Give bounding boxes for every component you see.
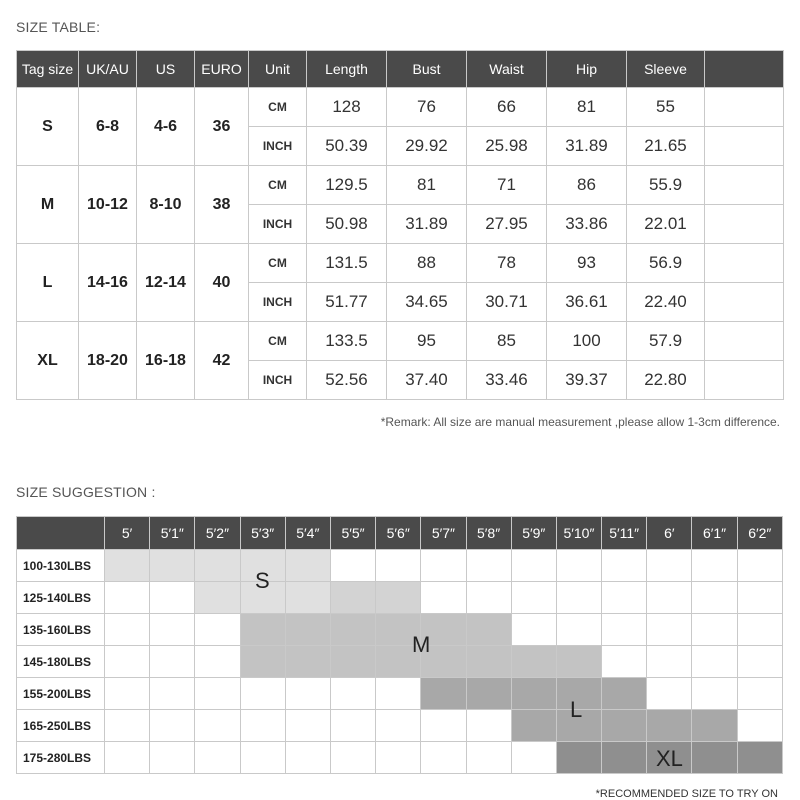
unit-cell: INCH <box>249 361 307 400</box>
col-header-us: US <box>137 51 195 88</box>
suggestion-cell <box>556 742 601 774</box>
suggestion-cell <box>647 550 692 582</box>
suggestion-cell <box>556 550 601 582</box>
tag-size-cell: S <box>17 88 79 166</box>
table-row <box>17 582 783 614</box>
col-header-bust: Bust <box>387 51 467 88</box>
suggestion-cell <box>105 614 150 646</box>
weight-label-cell: 135-160LBS <box>17 614 105 646</box>
blank-cell <box>705 205 784 244</box>
suggestion-cell <box>105 582 150 614</box>
suggestion-cell <box>466 550 511 582</box>
height-header-cell: 5′3″ <box>240 517 285 550</box>
suggestion-cell <box>602 710 647 742</box>
col-header-tag-size: Tag size <box>17 51 79 88</box>
table-row <box>17 166 784 205</box>
height-header-cell: 5′5″ <box>330 517 375 550</box>
table-row <box>17 88 784 127</box>
suggestion-cell <box>330 582 375 614</box>
blank-cell <box>705 88 784 127</box>
col-header-uk-au: UK/AU <box>79 51 137 88</box>
euro-cell: 38 <box>195 166 249 244</box>
suggestion-cell <box>195 678 240 710</box>
suggestion-cell <box>376 550 421 582</box>
col-header-waist: Waist <box>467 51 547 88</box>
suggestion-cell <box>466 582 511 614</box>
suggestion-cell <box>511 582 556 614</box>
us-cell: 12-14 <box>137 244 195 322</box>
tag-size-cell: XL <box>17 322 79 400</box>
col-header-sleeve: Sleeve <box>627 51 705 88</box>
hip-cell: 31.89 <box>547 127 627 166</box>
table-row <box>17 550 783 582</box>
suggestion-cell <box>737 646 782 678</box>
suggestion-cell <box>692 710 737 742</box>
suggestion-cell <box>466 646 511 678</box>
suggestion-cell <box>647 646 692 678</box>
suggestion-cell <box>285 646 330 678</box>
waist-cell: 85 <box>467 322 547 361</box>
suggestion-cell <box>556 646 601 678</box>
blank-cell <box>705 166 784 205</box>
table-row <box>17 646 783 678</box>
suggestion-cell <box>647 678 692 710</box>
suggestion-cell <box>105 742 150 774</box>
suggestion-cell <box>195 742 240 774</box>
suggestion-cell <box>692 678 737 710</box>
height-header-cell: 5′1″ <box>150 517 195 550</box>
weight-label-cell: 155-200LBS <box>17 678 105 710</box>
suggestion-cell <box>195 646 240 678</box>
table-row <box>17 322 784 361</box>
suggestion-cell <box>421 742 466 774</box>
suggestion-cell <box>376 710 421 742</box>
suggestion-cell <box>150 678 195 710</box>
blank-cell <box>705 322 784 361</box>
suggestion-cell <box>511 550 556 582</box>
zone-label-s: S <box>255 568 270 593</box>
suggestion-cell <box>330 742 375 774</box>
suggestion-cell <box>195 710 240 742</box>
hip-cell: 39.37 <box>547 361 627 400</box>
suggestion-cell <box>421 678 466 710</box>
suggestion-cell <box>150 646 195 678</box>
hip-cell: 93 <box>547 244 627 283</box>
height-header-cell: 5′9″ <box>511 517 556 550</box>
suggestion-cell <box>240 646 285 678</box>
unit-cell: CM <box>249 166 307 205</box>
euro-cell: 42 <box>195 322 249 400</box>
suggestion-cell <box>285 710 330 742</box>
suggestion-cell <box>240 710 285 742</box>
length-cell: 50.39 <box>307 127 387 166</box>
length-cell: 51.77 <box>307 283 387 322</box>
suggestion-cell <box>105 710 150 742</box>
suggestion-cell <box>285 678 330 710</box>
suggestion-cell <box>692 742 737 774</box>
col-header-blank <box>705 51 784 88</box>
suggestion-cell <box>737 582 782 614</box>
height-header-cell: 5′4″ <box>285 517 330 550</box>
suggestion-cell <box>105 646 150 678</box>
tag-size-cell: L <box>17 244 79 322</box>
sleeve-cell: 22.40 <box>627 283 705 322</box>
suggestion-cell <box>150 550 195 582</box>
size-suggestion-grid <box>16 516 783 774</box>
suggestion-cell <box>240 614 285 646</box>
suggestion-cell <box>466 710 511 742</box>
zone-label-m: M <box>412 632 431 657</box>
weight-label-cell: 165-250LBS <box>17 710 105 742</box>
size-table-title: SIZE TABLE: <box>16 19 101 35</box>
sleeve-cell: 55 <box>627 88 705 127</box>
tag-size-cell: M <box>17 166 79 244</box>
suggestion-cell <box>737 678 782 710</box>
suggestion-cell <box>692 614 737 646</box>
suggestion-cell <box>285 582 330 614</box>
corner-header-cell <box>17 517 105 550</box>
suggestion-cell <box>466 678 511 710</box>
hip-cell: 100 <box>547 322 627 361</box>
suggestion-cell <box>376 742 421 774</box>
table-row <box>17 710 783 742</box>
bust-cell: 81 <box>387 166 467 205</box>
waist-cell: 27.95 <box>467 205 547 244</box>
suggestion-cell <box>602 582 647 614</box>
uk-au-cell: 6-8 <box>79 88 137 166</box>
suggestion-cell <box>466 742 511 774</box>
length-cell: 50.98 <box>307 205 387 244</box>
euro-cell: 40 <box>195 244 249 322</box>
unit-cell: INCH <box>249 205 307 244</box>
suggestion-cell <box>105 678 150 710</box>
bust-cell: 29.92 <box>387 127 467 166</box>
suggestion-cell <box>647 614 692 646</box>
sleeve-cell: 22.01 <box>627 205 705 244</box>
suggestion-cell <box>466 614 511 646</box>
suggestion-cell <box>240 742 285 774</box>
suggestion-cell <box>647 582 692 614</box>
length-cell: 129.5 <box>307 166 387 205</box>
table-row <box>17 614 783 646</box>
height-header-cell: 5′10″ <box>556 517 601 550</box>
suggestion-cell <box>602 678 647 710</box>
suggestion-cell <box>647 710 692 742</box>
suggestion-cell <box>556 582 601 614</box>
suggestion-cell <box>150 710 195 742</box>
unit-cell: CM <box>249 244 307 283</box>
suggestion-cell <box>376 678 421 710</box>
bust-cell: 34.65 <box>387 283 467 322</box>
suggestion-cell <box>602 550 647 582</box>
suggestion-cell <box>692 646 737 678</box>
suggestion-cell <box>511 646 556 678</box>
sleeve-cell: 56.9 <box>627 244 705 283</box>
height-header-cell: 5′7″ <box>421 517 466 550</box>
sleeve-cell: 55.9 <box>627 166 705 205</box>
unit-cell: CM <box>249 88 307 127</box>
sleeve-cell: 22.80 <box>627 361 705 400</box>
weight-label-cell: 175-280LBS <box>17 742 105 774</box>
suggestion-cell <box>556 614 601 646</box>
length-cell: 131.5 <box>307 244 387 283</box>
height-header-cell: 5′6″ <box>376 517 421 550</box>
suggestion-cell <box>150 582 195 614</box>
col-header-unit: Unit <box>249 51 307 88</box>
col-header-hip: Hip <box>547 51 627 88</box>
blank-cell <box>705 283 784 322</box>
suggestion-cell <box>285 742 330 774</box>
waist-cell: 66 <box>467 88 547 127</box>
size-suggestion-title: SIZE SUGGESTION : <box>16 484 156 500</box>
suggestion-cell <box>511 678 556 710</box>
bust-cell: 31.89 <box>387 205 467 244</box>
suggestion-cell <box>330 550 375 582</box>
sleeve-cell: 21.65 <box>627 127 705 166</box>
height-header-cell: 5′2″ <box>195 517 240 550</box>
height-header-cell: 6′ <box>647 517 692 550</box>
suggestion-cell <box>285 550 330 582</box>
length-cell: 128 <box>307 88 387 127</box>
suggestion-cell <box>105 550 150 582</box>
hip-cell: 86 <box>547 166 627 205</box>
weight-label-cell: 145-180LBS <box>17 646 105 678</box>
height-header-row <box>17 517 783 550</box>
blank-cell <box>705 127 784 166</box>
us-cell: 8-10 <box>137 166 195 244</box>
suggestion-cell <box>195 550 240 582</box>
waist-cell: 30.71 <box>467 283 547 322</box>
table-row <box>17 244 784 283</box>
suggestion-cell <box>602 742 647 774</box>
suggestion-cell <box>602 646 647 678</box>
suggestion-cell <box>511 710 556 742</box>
suggestion-cell <box>737 742 782 774</box>
suggestion-cell <box>737 614 782 646</box>
suggestion-cell <box>330 646 375 678</box>
suggestion-cell <box>330 678 375 710</box>
hip-cell: 36.61 <box>547 283 627 322</box>
bust-cell: 95 <box>387 322 467 361</box>
height-header-cell: 6′1″ <box>692 517 737 550</box>
suggestion-cell <box>240 678 285 710</box>
uk-au-cell: 18-20 <box>79 322 137 400</box>
suggestion-cell <box>150 614 195 646</box>
suggestion-cell <box>330 614 375 646</box>
suggestion-cell <box>421 710 466 742</box>
suggestion-cell <box>737 550 782 582</box>
waist-cell: 25.98 <box>467 127 547 166</box>
us-cell: 4-6 <box>137 88 195 166</box>
bust-cell: 88 <box>387 244 467 283</box>
bust-cell: 76 <box>387 88 467 127</box>
waist-cell: 71 <box>467 166 547 205</box>
uk-au-cell: 10-12 <box>79 166 137 244</box>
blank-cell <box>705 361 784 400</box>
size-table <box>16 50 784 400</box>
suggestion-cell <box>285 614 330 646</box>
hip-cell: 81 <box>547 88 627 127</box>
height-header-cell: 5′8″ <box>466 517 511 550</box>
suggestion-cell <box>602 614 647 646</box>
suggestion-cell <box>511 614 556 646</box>
suggestion-cell <box>421 550 466 582</box>
hip-cell: 33.86 <box>547 205 627 244</box>
suggestion-cell <box>195 614 240 646</box>
weight-label-cell: 125-140LBS <box>17 582 105 614</box>
zone-label-xl: XL <box>656 746 683 771</box>
unit-cell: INCH <box>249 283 307 322</box>
zone-label-l: L <box>570 697 583 722</box>
waist-cell: 33.46 <box>467 361 547 400</box>
recommended-footnote: *RECOMMENDED SIZE TO TRY ON <box>595 788 778 800</box>
us-cell: 16-18 <box>137 322 195 400</box>
suggestion-cell <box>737 710 782 742</box>
sleeve-cell: 57.9 <box>627 322 705 361</box>
suggestion-cell <box>692 550 737 582</box>
height-header-cell: 6′2″ <box>737 517 782 550</box>
weight-label-cell: 100-130LBS <box>17 550 105 582</box>
unit-cell: CM <box>249 322 307 361</box>
suggestion-cell <box>511 742 556 774</box>
suggestion-cell <box>330 710 375 742</box>
suggestion-cell <box>195 582 240 614</box>
height-header-cell: 5′11″ <box>602 517 647 550</box>
suggestion-cell <box>692 582 737 614</box>
waist-cell: 78 <box>467 244 547 283</box>
bust-cell: 37.40 <box>387 361 467 400</box>
length-cell: 52.56 <box>307 361 387 400</box>
uk-au-cell: 14-16 <box>79 244 137 322</box>
suggestion-cell <box>376 582 421 614</box>
suggestion-cell <box>150 742 195 774</box>
height-header-cell: 5′ <box>105 517 150 550</box>
col-header-euro: EURO <box>195 51 249 88</box>
length-cell: 133.5 <box>307 322 387 361</box>
suggestion-cell <box>421 582 466 614</box>
col-header-length: Length <box>307 51 387 88</box>
unit-cell: INCH <box>249 127 307 166</box>
blank-cell <box>705 244 784 283</box>
measurement-remark: *Remark: All size are manual measurement ,please allow 1-3cm difference. <box>380 415 780 429</box>
size-table-header-row <box>17 51 784 88</box>
euro-cell: 36 <box>195 88 249 166</box>
table-row <box>17 678 783 710</box>
